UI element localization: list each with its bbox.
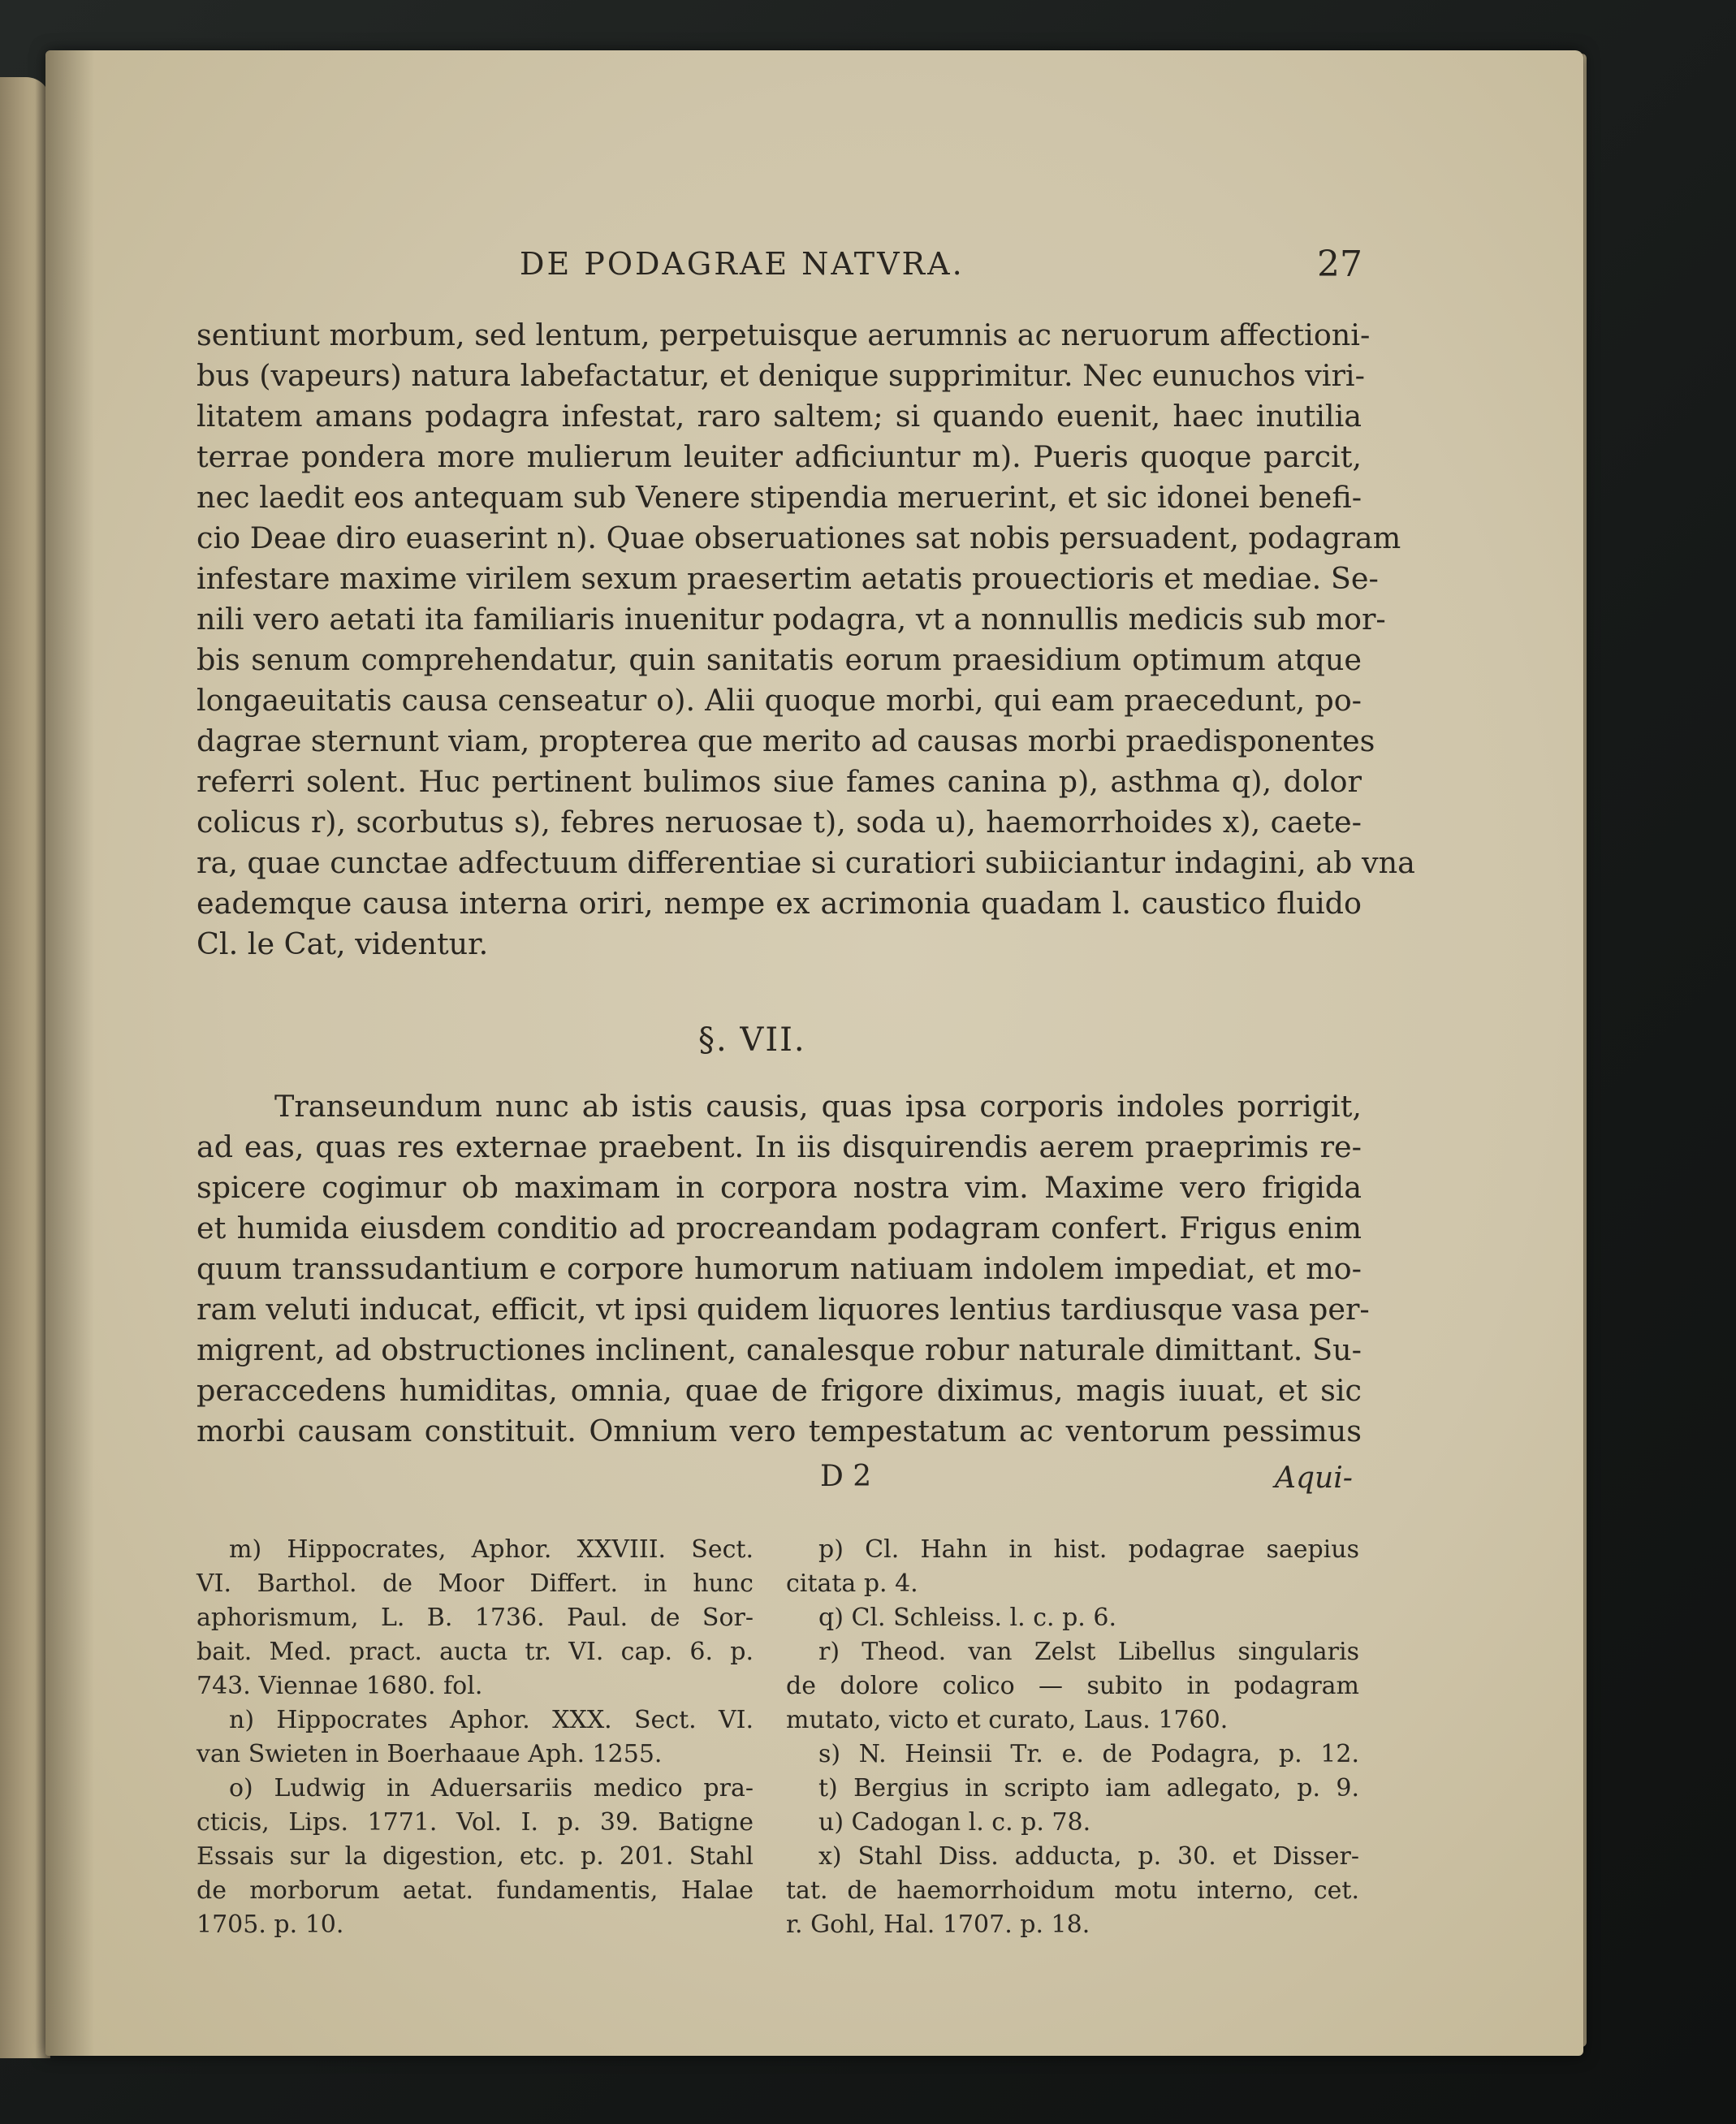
gutter-shadow [45, 50, 94, 2056]
catchword: Aqui- [1275, 1461, 1353, 1495]
body-line: dagrae sternunt viam, propterea que merito ad causas morbi praedisponentes [196, 723, 1375, 758]
footnote-line: aphorismum, L. B. 1736. Paul. de Sor- [196, 1604, 754, 1632]
body-line: ram veluti inducat, efficit, vt ipsi quidem liquores lentius tardiusque vasa per- [196, 1292, 1370, 1327]
footnote-line: 1705. p. 10. [196, 1910, 344, 1939]
previous-page-edge [0, 77, 50, 2058]
page-number: 27 [1317, 244, 1362, 285]
footnote-line: bait. Med. pract. aucta tr. VI. cap. 6. p. [196, 1638, 754, 1666]
body-line: migrent, ad obstructiones inclinent, canalesque robur naturale dimittant. Su- [196, 1332, 1362, 1367]
body-line: nili vero aetati ita familiaris inuenitur podagra, vt a nonnullis medicis sub mor- [196, 602, 1386, 637]
body-line: Transeundum nunc ab istis causis, quas ipsa corporis indoles porrigit, [274, 1089, 1362, 1124]
footnote-line: q) Cl. Schleiss. l. c. p. 6. [818, 1604, 1116, 1632]
body-line: litatem amans podagra infestat, raro saltem; si quando euenit, haec inutilia [196, 399, 1362, 434]
footnote-line: x) Stahl Diss. adducta, p. 30. et Disser- [818, 1842, 1359, 1871]
footnote-line: 743. Viennae 1680. fol. [196, 1672, 483, 1700]
footnote-line: n) Hippocrates Aphor. XXX. Sect. VI. [229, 1706, 754, 1734]
body-line: morbi causam constituit. Omnium vero tempestatum ac ventorum pessimus [196, 1414, 1362, 1448]
body-line: colicus r), scorbutus s), febres neruosae t), soda u), haemorrhoides x), caete- [196, 805, 1362, 840]
body-line: bus (vapeurs) natura labefactatur, et denique supprimitur. Nec eunuchos viri- [196, 358, 1365, 393]
body-line: terrae pondera more mulierum leuiter adficiuntur m). Pueris quoque parcit, [196, 439, 1362, 474]
footnote-line: van Swieten in Boerhaaue Aph. 1255. [196, 1740, 663, 1768]
footnote-line: VI. Barthol. de Moor Differt. in hunc [196, 1569, 754, 1598]
body-line: nec laedit eos antequam sub Venere stipendia meruerint, et sic idonei benefi- [196, 480, 1362, 515]
body-line: et humida eiusdem conditio ad procreandam podagram confert. Frigus enim [196, 1211, 1362, 1245]
footnote-line: Essais sur la digestion, etc. p. 201. Stahl [196, 1842, 754, 1871]
body-line: Cl. le Cat, videntur. [196, 926, 489, 961]
body-line: quum transsudantium e corpore humorum natiuam indolem impediat, et mo- [196, 1251, 1362, 1286]
footnote-line: de dolore colico — subito in podagram [786, 1672, 1359, 1700]
body-line: eademque causa interna oriri, nempe ex acrimonia quadam l. caustico fluido [196, 886, 1362, 921]
footnote-line: s) N. Heinsii Tr. e. de Podagra, p. 12. [818, 1740, 1359, 1768]
footnote-line: citata p. 4. [786, 1569, 918, 1598]
body-line: referri solent. Huc pertinent bulimos siue fames canina p), asthma q), dolor [196, 764, 1362, 799]
footnote-line: de morborum aetat. fundamentis, Halae [196, 1876, 754, 1905]
body-line: spicere cogimur ob maximam in corpora nostra vim. Maxime vero frigida [196, 1170, 1362, 1205]
body-line: infestare maxime virilem sexum praesertim aetatis prouectioris et mediae. Se- [196, 561, 1379, 596]
footnote-line: cticis, Lips. 1771. Vol. I. p. 39. Batigne [196, 1808, 754, 1837]
footnote-line: t) Bergius in scripto iam adlegato, p. 9. [818, 1774, 1359, 1802]
body-line: bis senum comprehendatur, quin sanitatis eorum praesidium optimum atque [196, 642, 1362, 677]
body-line: cio Deae diro euaserint n). Quae obseruationes sat nobis persuadent, podagram [196, 520, 1401, 555]
footnote-line: u) Cadogan l. c. p. 78. [818, 1808, 1091, 1837]
signature-mark: D 2 [820, 1460, 872, 1493]
section-heading: §. VII. [698, 1021, 806, 1059]
running-title: DE PODAGRAE NATVRA. [520, 246, 965, 282]
body-line: ra, quae cunctae adfectuum differentiae si curatiori subiiciantur indagini, ab vna [196, 845, 1415, 880]
footnote-line: mutato, victo et curato, Laus. 1760. [786, 1706, 1229, 1734]
body-line: peraccedens humiditas, omnia, quae de frigore diximus, magis iuuat, et sic [196, 1373, 1362, 1408]
footnote-line: o) Ludwig in Aduersariis medico pra- [229, 1774, 754, 1802]
footnote-line: r. Gohl, Hal. 1707. p. 18. [786, 1910, 1090, 1939]
body-line: ad eas, quas res externae praebent. In iis disquirendis aerem praeprimis re- [196, 1129, 1362, 1164]
footnote-line: p) Cl. Hahn in hist. podagrae saepius [818, 1535, 1359, 1564]
footnote-line: tat. de haemorrhoidum motu interno, cet. [786, 1876, 1359, 1905]
body-line: sentiunt morbum, sed lentum, perpetuisque aerumnis ac neruorum affectioni- [196, 317, 1371, 352]
footnote-line: m) Hippocrates, Aphor. XXVIII. Sect. [229, 1535, 754, 1564]
footnote-line: r) Theod. van Zelst Libellus singularis [818, 1638, 1359, 1666]
body-line: longaeuitatis causa censeatur o). Alii quoque morbi, qui eam praecedunt, po- [196, 683, 1362, 718]
